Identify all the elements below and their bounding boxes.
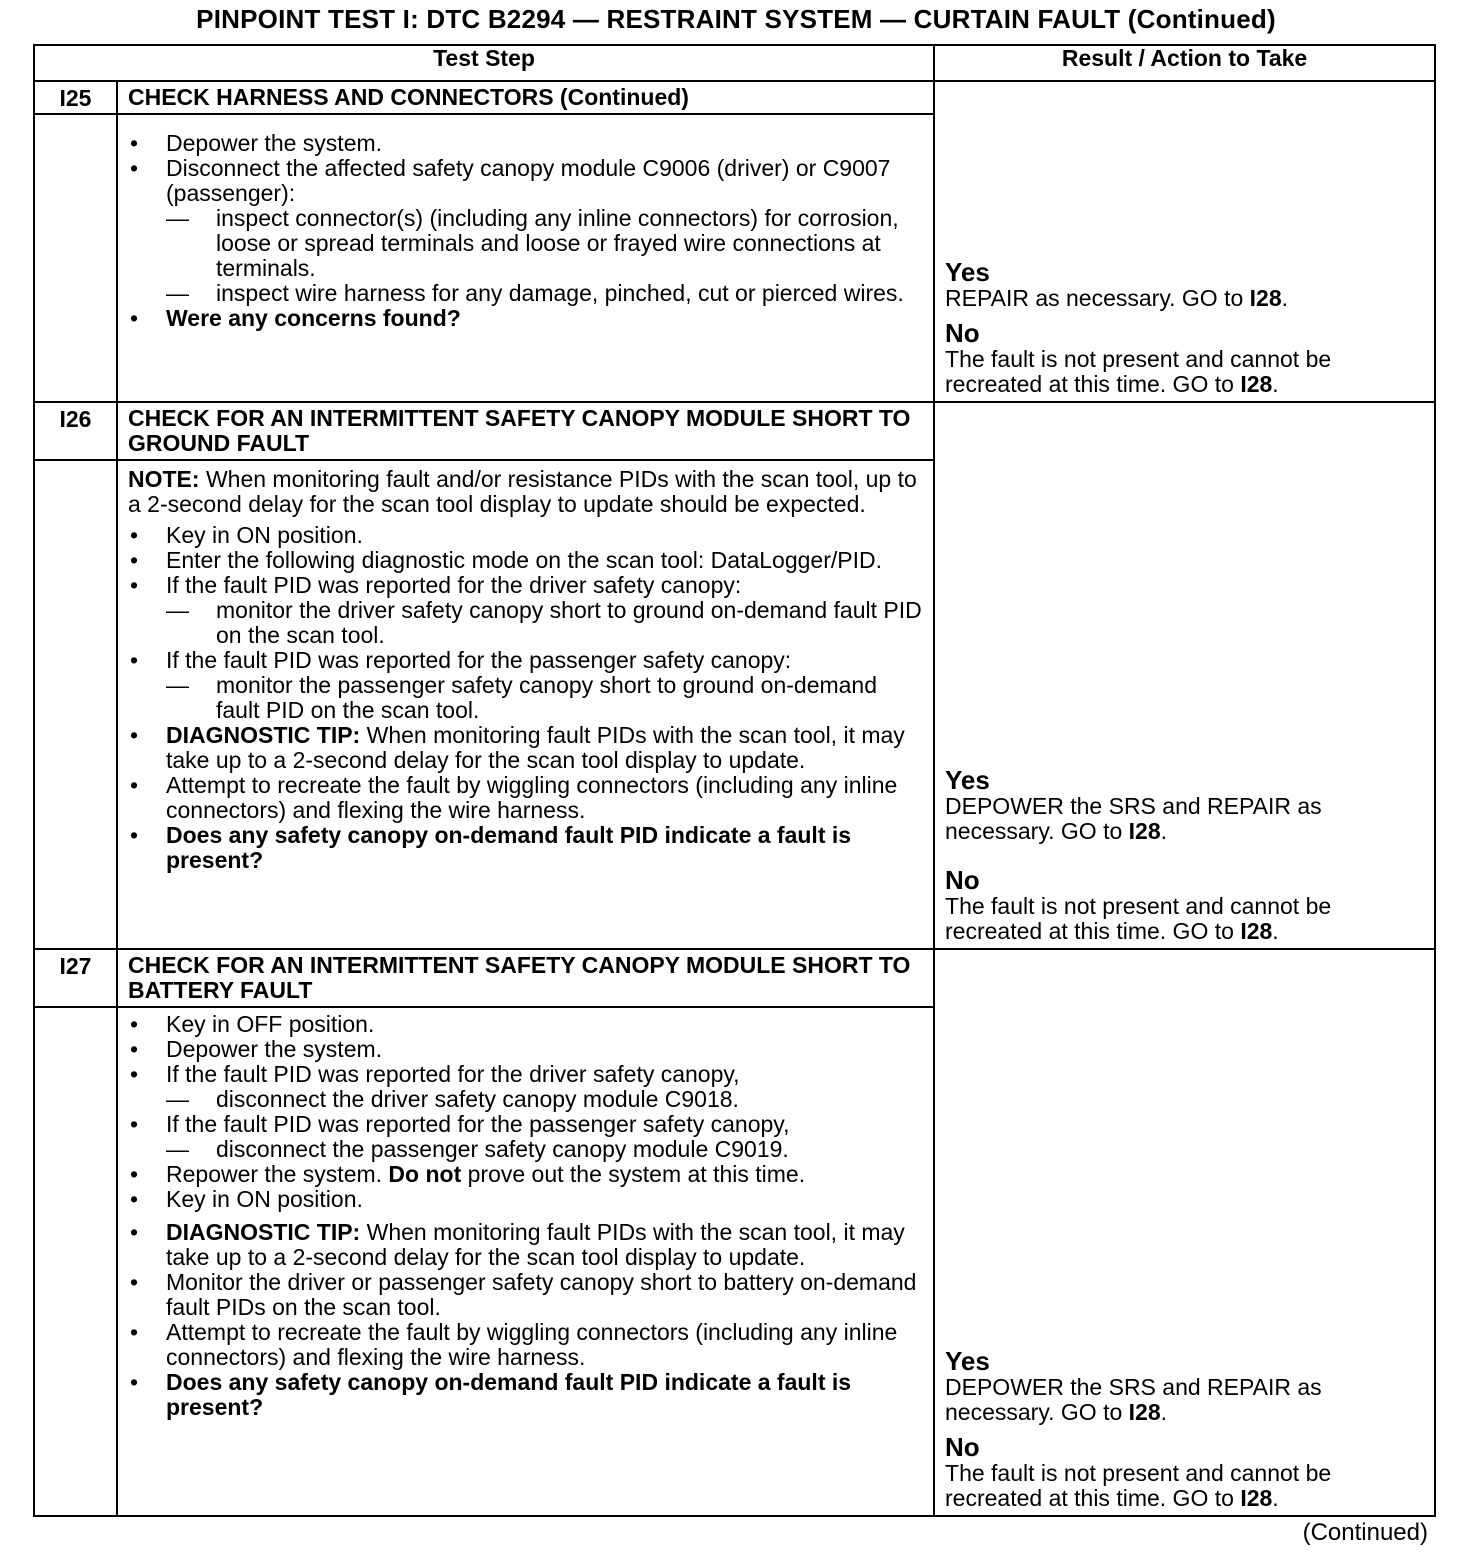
no-action: The fault is not present and cannot be recreated at this time. GO to I28.: [945, 346, 1332, 397]
diagnostic-tip: • DIAGNOSTIC TIP: When monitoring fault PIDs with the scan tool, it may take up to a 2-second delay for the scan tool display to update.: [128, 723, 923, 773]
step-result: [934, 949, 1435, 1516]
list-item: • Enter the following diagnostic mode on the scan tool: DataLogger/PID.: [128, 548, 923, 573]
list-item: • Depower the system.: [128, 131, 923, 156]
step-result: [934, 81, 1435, 402]
list-item: • Repower the system. Do not prove out the system at this time.: [128, 1162, 923, 1187]
step-id-spacer: [34, 114, 117, 402]
list-item: • Depower the system.: [128, 1037, 923, 1062]
yes-label: Yes: [945, 257, 990, 287]
step-title-row: [34, 81, 1435, 114]
step-body: [117, 114, 934, 402]
list-item: • Monitor the driver or passenger safety canopy short to battery on-demand fault PIDs on the scan tool.: [128, 1270, 923, 1320]
sub-item: — monitor the driver safety canopy short to ground on-demand fault PID on the scan tool.: [166, 598, 923, 648]
no-label: No: [945, 318, 980, 348]
table-header-row: [34, 45, 1435, 81]
list-item: • Disconnect the affected safety canopy module C9006 (driver) or C9007 (passenger): — inspect connector(s) (including any inline connectors) for corrosion, loose or spread terminals and loose or frayed wire connections at terminals. — inspect wire harness for any damage, pinched, cut or pierced wires.: [128, 156, 923, 306]
page-title: PINPOINT TEST I: DTC B2294 — RESTRAINT SYSTEM — CURTAIN FAULT (Continued): [196, 4, 1276, 34]
step-title-row: [34, 402, 1435, 460]
step-note: NOTE: When monitoring fault and/or resistance PIDs with the scan tool, up to a 2-second delay for the scan tool display to update should be expected.: [128, 466, 917, 517]
no-label: No: [945, 865, 980, 895]
step-body: [117, 460, 934, 949]
step-title: CHECK HARNESS AND CONNECTORS (Continued): [117, 81, 934, 114]
list-item: • Attempt to recreate the fault by wiggling connectors (including any inline connectors) and flexing the wire harness.: [128, 773, 923, 823]
yes-label: Yes: [945, 1346, 990, 1376]
pinpoint-test-table: [33, 44, 1436, 1517]
step-title-row: [34, 949, 1435, 1007]
diagnostic-tip: • DIAGNOSTIC TIP: When monitoring fault PIDs with the scan tool, it may take up to a 2-second delay for the scan tool display to update.: [128, 1220, 923, 1270]
step-question: • Were any concerns found?: [128, 306, 923, 331]
list-item: • Attempt to recreate the fault by wiggling connectors (including any inline connectors) and flexing the wire harness.: [128, 1320, 923, 1370]
sub-item: — disconnect the passenger safety canopy module C9019.: [166, 1137, 923, 1162]
yes-action: DEPOWER the SRS and REPAIR as necessary. GO to I28.: [945, 793, 1322, 844]
sub-item: — inspect wire harness for any damage, pinched, cut or pierced wires.: [166, 281, 923, 306]
no-action: The fault is not present and cannot be recreated at this time. GO to I28.: [945, 893, 1332, 944]
yes-label: Yes: [945, 765, 990, 795]
sub-item: — monitor the passenger safety canopy short to ground on-demand fault PID on the scan tool.: [166, 673, 923, 723]
no-action: The fault is not present and cannot be recreated at this time. GO to I28.: [945, 1460, 1332, 1511]
step-title: CHECK FOR AN INTERMITTENT SAFETY CANOPY MODULE SHORT TO BATTERY FAULT: [117, 949, 934, 1007]
header-result: Result / Action to Take: [934, 45, 1435, 81]
list-item: • If the fault PID was reported for the passenger safety canopy: — monitor the passenger safety canopy short to ground on-demand fault PID on the scan tool.: [128, 648, 923, 723]
yes-action: REPAIR as necessary. GO to I28.: [945, 285, 1289, 311]
step-question: • Does any safety canopy on-demand fault PID indicate a fault is present?: [128, 1370, 923, 1420]
sub-item: — disconnect the driver safety canopy module C9018.: [166, 1087, 923, 1112]
list-item: • If the fault PID was reported for the passenger safety canopy, — disconnect the passenger safety canopy module C9019.: [128, 1112, 923, 1162]
step-id-spacer: [34, 460, 117, 949]
step-question: • Does any safety canopy on-demand fault PID indicate a fault is present?: [128, 823, 923, 873]
list-item: • Key in ON position.: [128, 1187, 923, 1212]
step-body: [117, 1007, 934, 1516]
list-item: • Key in ON position.: [128, 523, 923, 548]
no-label: No: [945, 1432, 980, 1462]
list-item: • If the fault PID was reported for the driver safety canopy, — disconnect the driver safety canopy module C9018.: [128, 1062, 923, 1112]
step-result: [934, 402, 1435, 949]
step-id: I25: [34, 81, 117, 114]
list-item: • Key in OFF position.: [128, 1012, 923, 1037]
step-id: I27: [34, 949, 117, 1007]
list-item: • If the fault PID was reported for the driver safety canopy: — monitor the driver safety canopy short to ground on-demand fault PID on the scan tool.: [128, 573, 923, 648]
step-id-spacer: [34, 1007, 117, 1516]
continued-label: (Continued): [1302, 1519, 1428, 1546]
sub-item: — inspect connector(s) (including any inline connectors) for corrosion, loose or spread terminals and loose or frayed wire connections at terminals.: [166, 206, 923, 281]
step-id: I26: [34, 402, 117, 460]
step-title: CHECK FOR AN INTERMITTENT SAFETY CANOPY MODULE SHORT TO GROUND FAULT: [117, 402, 934, 460]
header-test-step: Test Step: [34, 45, 934, 81]
yes-action: DEPOWER the SRS and REPAIR as necessary. GO to I28.: [945, 1374, 1322, 1425]
